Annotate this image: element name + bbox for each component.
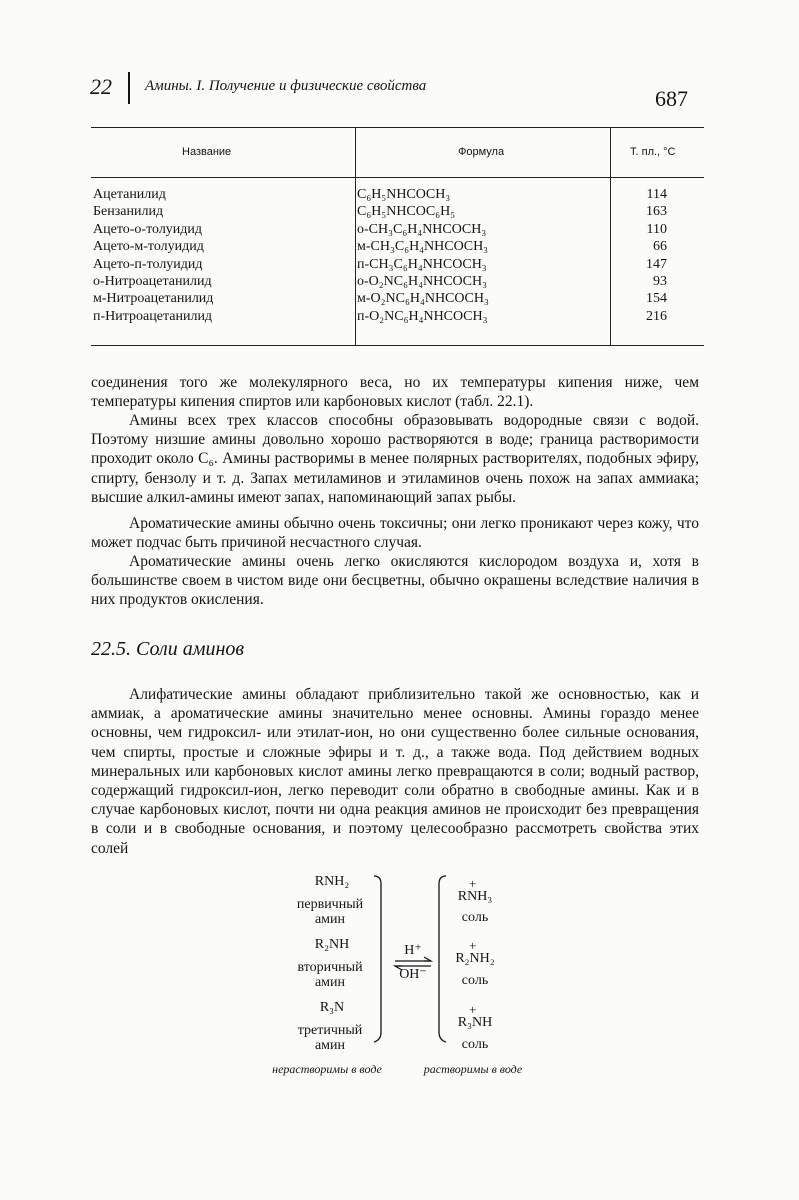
column-header-mp: Т. пл., °С: [630, 146, 676, 158]
column-header-name: Название: [182, 146, 232, 158]
cell-name: Бензанилид: [93, 204, 164, 220]
paragraph: соединения того же молекулярного веса, но их температуры кипения ниже, чем температуры кипения спиртов или карбоновых кислот (табл. 22.1).: [91, 374, 699, 411]
secondary-amine-formula: R₂NH: [314, 937, 350, 952]
cell-formula: C₆H₅NHCOCH₃: [357, 187, 451, 202]
secondary-salt-formula: R₂NH₂: [455, 951, 495, 966]
tertiary-salt-label: соль: [461, 1037, 489, 1052]
caption-soluble: растворимы в воде: [423, 1062, 523, 1076]
secondary-amine-label: вторичный амин: [297, 960, 363, 990]
charge-plus: +: [469, 1002, 477, 1017]
cell-mp: 147: [646, 256, 667, 272]
paragraph: Алифатические амины обладают приблизительно такой же основностью, как и аммиак, а ароматические амины значительно менее основны. Амины гораздо менее основны, чем гидроксил- или этилат-ион, но они существенно более сильные основания, чем спирты, простые и сложные эфиры и т. д., а также вода. Под действием водных минеральных или карбоновых кислот амины легко превращаются в соли; водный раствор, содержащий гидроксил-ион, легко переводит соли обратно в свободные амины. Как и в случае карбоновых кислот, почти ни одна реакция аминов не происходит без превращения в соли и в свободные основания, и поэтому целесообразно рассмотреть свойства этих солей: [91, 686, 699, 857]
caption-insoluble: нерастворимы в воде: [272, 1062, 382, 1076]
cell-name: м-Нитроацетанилид: [93, 291, 214, 307]
tertiary-salt-formula: R₃NH: [457, 1015, 493, 1030]
tertiary-amine-label: третичный амин: [297, 1023, 363, 1053]
tertiary-amine-formula: R₃N: [319, 1000, 345, 1015]
cell-formula: п-O₂NC₆H₄NHCOCH₃: [357, 308, 488, 324]
cell-formula: м-O₂NC₆H₄NHCOCH₃: [357, 291, 489, 307]
cell-mp: 154: [646, 291, 667, 307]
cell-formula: о-O₂NC₆H₄NHCOCH₃: [357, 273, 487, 289]
cell-mp: 216: [646, 308, 667, 324]
paragraph: Амины всех трех классов способны образовывать водородные связи с водой. Поэтому низшие амины довольно хорошо растворяются в воде; граница растворимости проходит около C₆. Амины растворимы в менее полярных растворителях, подобных эфиру, спирту, бензолу и т. д. Запах метиламинов и этиламинов очень похож на запах аммиака; высшие алкил-амины имеют запах, напоминающий запах рыбы.: [91, 412, 699, 506]
charge-plus: +: [469, 876, 477, 891]
primary-amine-formula: RNH₂: [314, 874, 350, 889]
chapter-number: 22: [90, 74, 112, 99]
page-number: 687: [655, 86, 688, 111]
primary-salt-label: соль: [461, 910, 489, 925]
cell-formula: C₆H₅NHCOC₆H₅: [357, 204, 456, 220]
cell-name: Ацетанилид: [93, 187, 166, 202]
secondary-salt-label: соль: [461, 973, 489, 988]
cell-mp: 66: [653, 239, 667, 255]
section-heading: 22.5. Соли аминов: [91, 638, 245, 660]
paragraph: Ароматические амины обычно очень токсичны; они легко проникают через кожу, что может подчас быть причиной несчастного случая.: [91, 515, 699, 552]
running-title: Амины. I. Получение и физические свойства: [145, 78, 427, 94]
primary-amine-label: первичный амин: [296, 897, 364, 927]
cell-mp: 93: [653, 273, 667, 289]
paragraph: Ароматические амины очень легко окисляются кислородом воздуха и, хотя в большинстве своем в чистом виде они бесцветны, обычно окрашены вследствие наличия в них продуктов окисления.: [91, 553, 699, 609]
cell-formula: о-CH₃C₆H₄NHCOCH₃: [357, 221, 487, 237]
cell-mp: 110: [646, 221, 667, 237]
cell-name: Ацето-о-толуидид: [93, 221, 203, 237]
primary-salt-formula: RNH₃: [457, 889, 493, 904]
arrow-reagent-bottom: OH⁻: [399, 967, 427, 982]
cell-formula: п-CH₃C₆H₄NHCOCH₃: [357, 256, 487, 272]
cell-name: Ацето-м-толуидид: [93, 239, 204, 255]
cell-name: о-Нитроацетанилид: [93, 273, 212, 289]
cell-name: Ацето-п-толуидид: [93, 256, 203, 272]
cell-formula: м-CH₃C₆H₄NHCOCH₃: [357, 239, 489, 255]
arrow-reagent-top: H⁺: [404, 943, 422, 958]
column-header-formula: Формула: [458, 146, 505, 158]
cell-mp: 163: [646, 204, 667, 220]
cell-mp: 114: [646, 187, 667, 202]
charge-plus: +: [469, 938, 477, 953]
cell-name: п-Нитроацетанилид: [93, 308, 213, 324]
